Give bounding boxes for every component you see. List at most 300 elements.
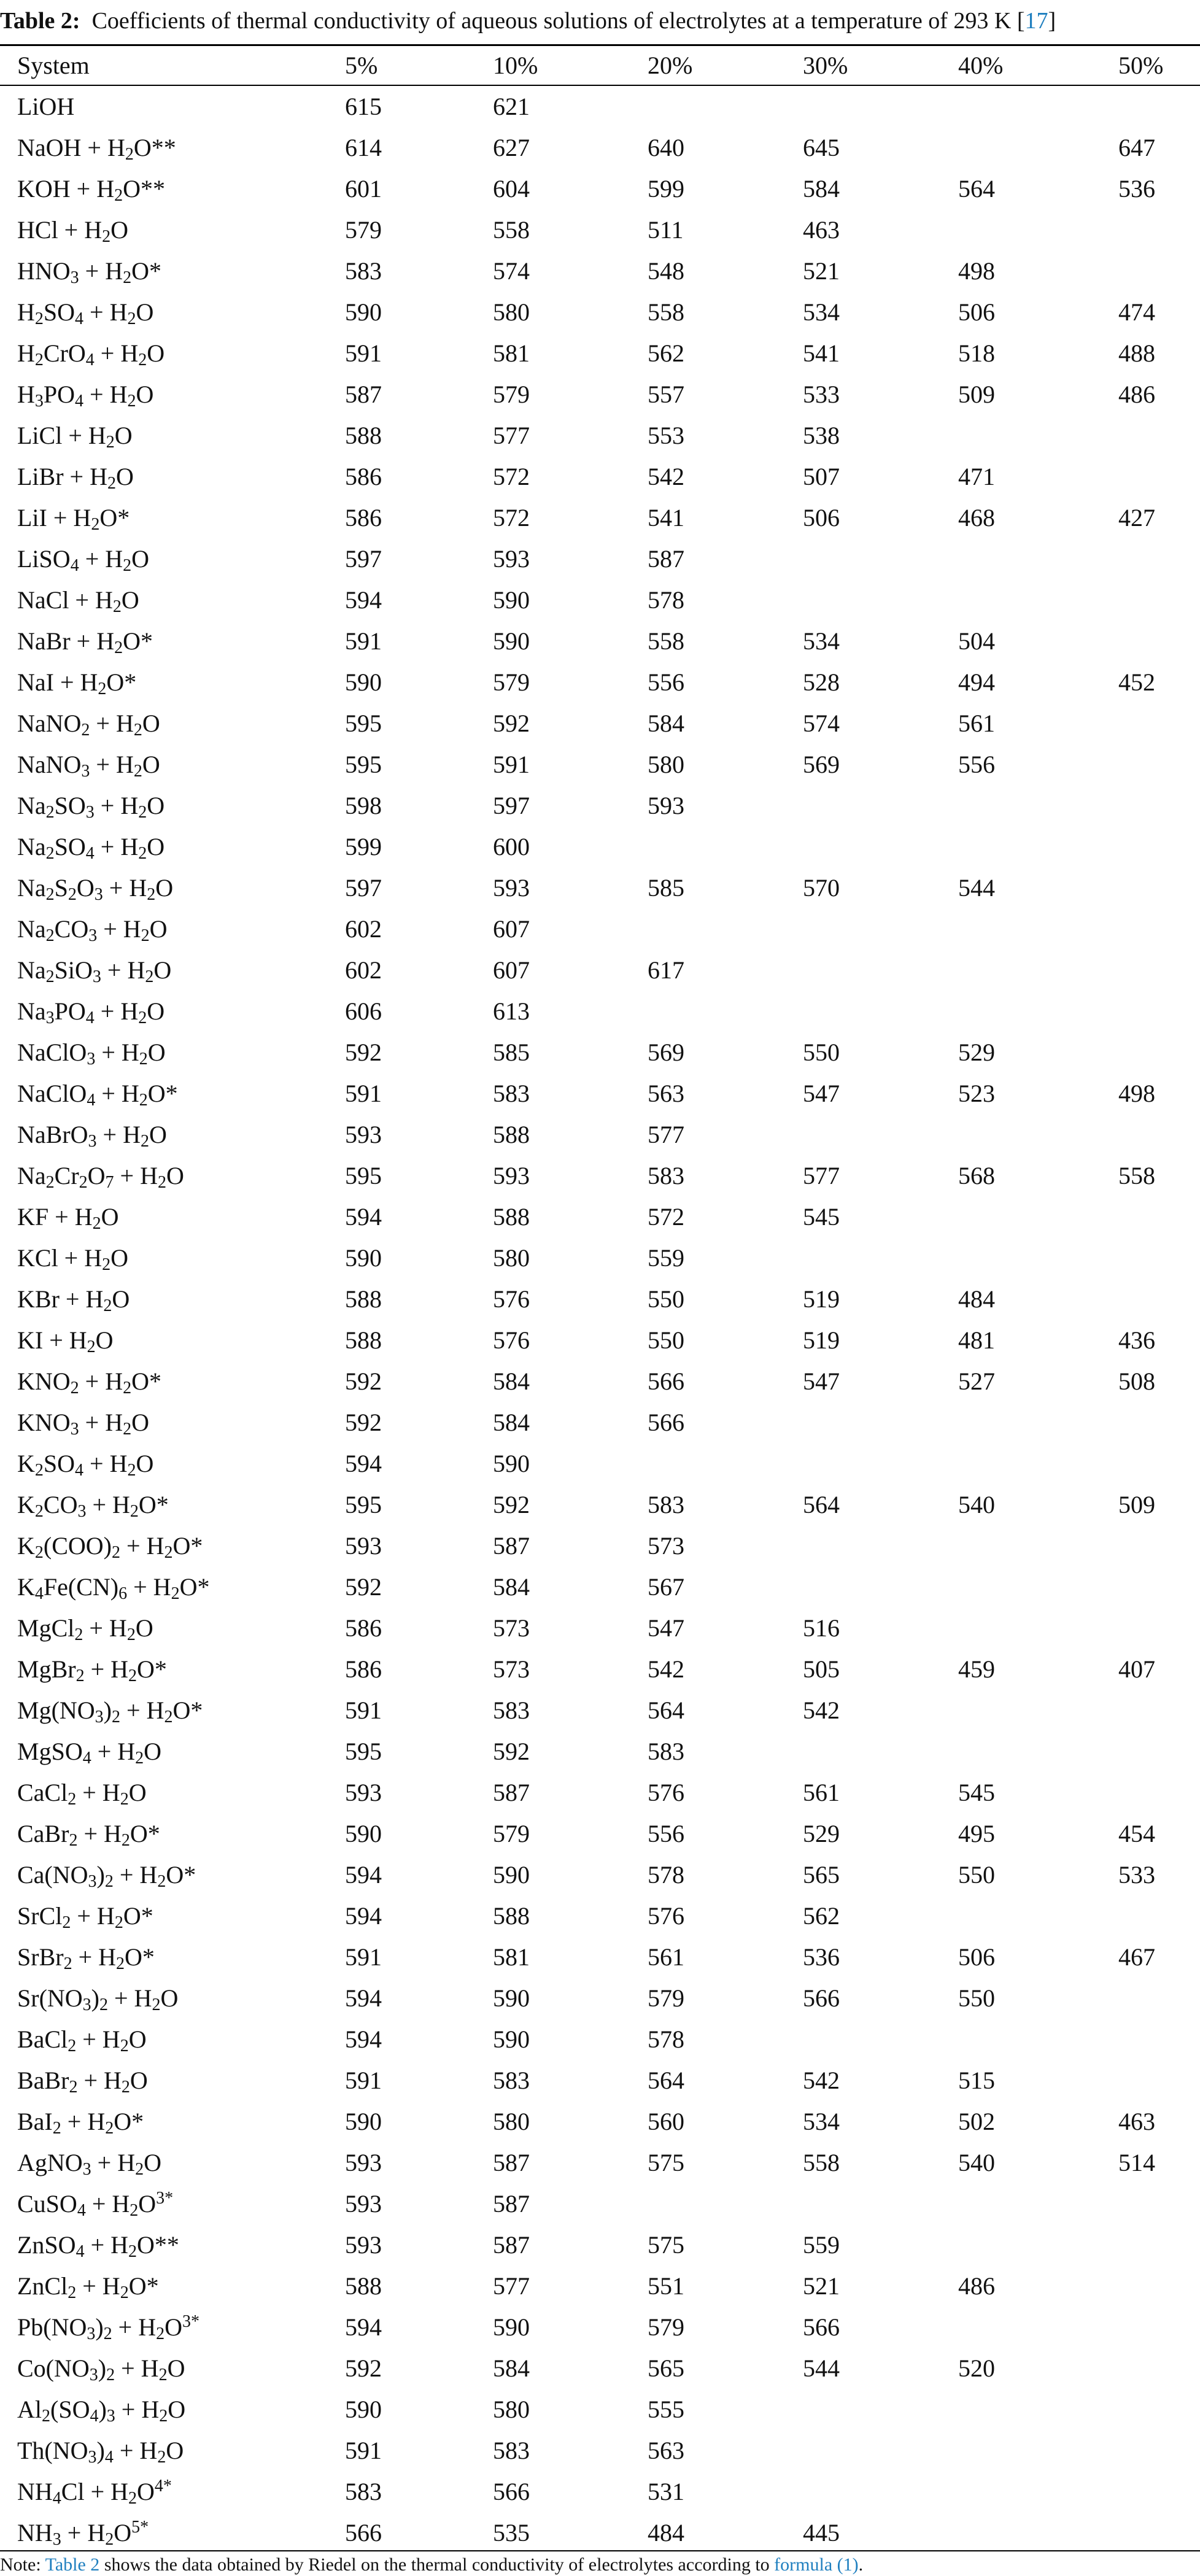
value-cell: 595 xyxy=(345,1738,382,1765)
value-cell: 607 xyxy=(493,956,530,984)
header-50pct: 50% xyxy=(1118,52,1164,79)
table-row xyxy=(0,621,1200,662)
system-cell: $K_2SO_4 + H_2O$ xyxy=(17,1450,154,1480)
table-row xyxy=(0,2265,1200,2307)
value-cell: 584 xyxy=(803,175,840,203)
value-cell: 574 xyxy=(803,710,840,737)
table-row xyxy=(0,2348,1200,2389)
value-cell: 590 xyxy=(345,1820,382,1847)
table-row xyxy=(0,1607,1200,1649)
note-table-link[interactable]: Table 2 xyxy=(45,2555,100,2575)
value-cell: 593 xyxy=(345,1532,382,1560)
system-cell: NaClO$_3$ + $H_2O$ xyxy=(17,1039,166,1069)
note-formula-link[interactable]: formula (1) xyxy=(774,2555,859,2575)
value-cell: 593 xyxy=(345,2190,382,2218)
value-cell: 595 xyxy=(345,710,382,737)
table-row xyxy=(0,1237,1200,1278)
table-row xyxy=(0,1772,1200,1813)
system-cell: SrCl$_2$ + $H_2O*$ xyxy=(17,1902,153,1932)
value-cell: 569 xyxy=(803,751,840,778)
value-cell: 564 xyxy=(648,2067,684,2094)
value-cell: 555 xyxy=(648,2396,684,2423)
system-cell: $Na_2Cr_2O_7 + H_2O$ xyxy=(17,1162,184,1192)
value-cell: 427 xyxy=(1118,504,1155,532)
system-cell: LiSO$_4$ + $H_2O$ xyxy=(17,545,150,575)
table-row xyxy=(0,1566,1200,1607)
system-cell: $Na_2SiO_3 + H_2O$ xyxy=(17,956,172,986)
value-cell: 591 xyxy=(345,1943,382,1971)
value-cell: 540 xyxy=(958,1491,995,1518)
value-cell: 572 xyxy=(493,463,530,490)
table-row xyxy=(0,1731,1200,1772)
system-cell: $Ca(NO_3)_2 + H_2O*$ xyxy=(17,1861,196,1891)
value-cell: 511 xyxy=(648,216,684,244)
table-row xyxy=(0,908,1200,950)
value-cell: 573 xyxy=(493,1614,530,1642)
table-row xyxy=(0,950,1200,991)
value-cell: 614 xyxy=(345,134,382,161)
value-cell: 580 xyxy=(493,1244,530,1272)
value-cell: 527 xyxy=(958,1367,995,1395)
table-row xyxy=(0,538,1200,579)
value-cell: 591 xyxy=(345,1080,382,1107)
value-cell: 590 xyxy=(493,627,530,655)
value-cell: 598 xyxy=(345,792,382,819)
value-cell: 590 xyxy=(493,2313,530,2341)
value-cell: 597 xyxy=(345,874,382,902)
system-cell: MgBr$_2$ + $H_2O*$ xyxy=(17,1655,167,1685)
table-row xyxy=(0,1402,1200,1443)
table-row xyxy=(0,662,1200,703)
value-cell: 498 xyxy=(1118,1080,1155,1107)
table-row xyxy=(0,703,1200,744)
value-cell: 560 xyxy=(648,2108,684,2135)
value-cell: 550 xyxy=(958,1984,995,2012)
value-cell: 573 xyxy=(493,1655,530,1683)
system-cell: $Co(NO_3)_2 + H_2O$ xyxy=(17,2354,185,2385)
header-10pct: 10% xyxy=(493,52,538,79)
value-cell: 588 xyxy=(345,1285,382,1313)
system-cell: ZnSO$_4$ + $H_2O**$ xyxy=(17,2231,179,2261)
bottom-rule xyxy=(0,2550,1200,2551)
table-row xyxy=(0,2101,1200,2142)
table-row xyxy=(0,1813,1200,1854)
value-cell: 484 xyxy=(958,1285,995,1313)
system-cell: LiI + $H_2O*$ xyxy=(17,504,130,534)
value-cell: 540 xyxy=(958,2149,995,2176)
table-row xyxy=(0,2471,1200,2512)
value-cell: 593 xyxy=(345,2149,382,2176)
value-cell: 474 xyxy=(1118,298,1155,326)
value-cell: 645 xyxy=(803,134,840,161)
value-cell: 580 xyxy=(493,298,530,326)
system-cell: $NH_4Cl + H_2O^{4*}$ xyxy=(17,2477,172,2508)
value-cell: 558 xyxy=(648,627,684,655)
value-cell: 586 xyxy=(345,504,382,532)
system-cell: NaClO$_4$ + $H_2O*$ xyxy=(17,1080,178,1110)
system-cell: NaI + $H_2O*$ xyxy=(17,668,137,698)
header-5pct: 5% xyxy=(345,52,378,79)
value-cell: 507 xyxy=(803,463,840,490)
value-cell: 592 xyxy=(345,1039,382,1066)
value-cell: 576 xyxy=(493,1285,530,1313)
value-cell: 586 xyxy=(345,1655,382,1683)
table-row xyxy=(0,1854,1200,1895)
value-cell: 506 xyxy=(803,504,840,532)
value-cell: 621 xyxy=(493,93,530,120)
value-cell: 561 xyxy=(958,710,995,737)
value-cell: 545 xyxy=(958,1779,995,1806)
value-cell: 567 xyxy=(648,1573,684,1601)
value-cell: 542 xyxy=(803,2067,840,2094)
value-cell: 565 xyxy=(648,2354,684,2382)
value-cell: 533 xyxy=(1118,1861,1155,1889)
value-cell: 590 xyxy=(345,298,382,326)
value-cell: 407 xyxy=(1118,1655,1155,1683)
table-row xyxy=(0,168,1200,209)
table-row xyxy=(0,1073,1200,1114)
system-cell: $KNO_2 + H_2O*$ xyxy=(17,1367,162,1398)
value-cell: 583 xyxy=(648,1491,684,1518)
value-cell: 538 xyxy=(803,422,840,449)
system-cell: NaNO$_2$ + $H_2O$ xyxy=(17,710,160,740)
system-cell: $Na_2SO_4 + H_2O$ xyxy=(17,833,165,863)
value-cell: 586 xyxy=(345,1614,382,1642)
value-cell: 542 xyxy=(648,1655,684,1683)
value-cell: 533 xyxy=(803,381,840,408)
value-cell: 553 xyxy=(648,422,684,449)
value-cell: 587 xyxy=(345,381,382,408)
value-cell: 471 xyxy=(958,463,995,490)
value-cell: 597 xyxy=(493,792,530,819)
value-cell: 594 xyxy=(345,1203,382,1231)
table-row xyxy=(0,1936,1200,1978)
value-cell: 615 xyxy=(345,93,382,120)
table-row xyxy=(0,127,1200,168)
value-cell: 583 xyxy=(493,2437,530,2464)
value-cell: 604 xyxy=(493,175,530,203)
value-cell: 617 xyxy=(648,956,684,984)
value-cell: 504 xyxy=(958,627,995,655)
system-cell: MgCl$_2$ + $H_2O$ xyxy=(17,1614,153,1644)
value-cell: 556 xyxy=(958,751,995,778)
value-cell: 590 xyxy=(493,1861,530,1889)
system-cell: $H_3PO_4 + H_2O$ xyxy=(17,381,154,411)
value-cell: 583 xyxy=(345,257,382,285)
value-cell: 592 xyxy=(493,1491,530,1518)
table-row xyxy=(0,991,1200,1032)
value-cell: 594 xyxy=(345,2025,382,2053)
value-cell: 584 xyxy=(493,1573,530,1601)
system-cell: $Na_2SO_3 + H_2O$ xyxy=(17,792,165,822)
value-cell: 550 xyxy=(803,1039,840,1066)
value-cell: 585 xyxy=(648,874,684,902)
value-cell: 561 xyxy=(648,1943,684,1971)
caption-reference-link[interactable]: 17 xyxy=(1024,8,1048,34)
table-row xyxy=(0,86,1200,127)
value-cell: 564 xyxy=(648,1696,684,1724)
value-cell: 593 xyxy=(648,792,684,819)
value-cell: 561 xyxy=(803,1779,840,1806)
value-cell: 467 xyxy=(1118,1943,1155,1971)
value-cell: 590 xyxy=(345,2396,382,2423)
value-cell: 590 xyxy=(345,668,382,696)
value-cell: 579 xyxy=(493,1820,530,1847)
system-cell: CuSO$_4$ + $H_2O^{3*}$ xyxy=(17,2189,174,2220)
table-row xyxy=(0,456,1200,497)
value-cell: 583 xyxy=(493,1080,530,1107)
header-40pct: 40% xyxy=(958,52,1004,79)
value-cell: 541 xyxy=(803,339,840,367)
table-row xyxy=(0,2224,1200,2265)
system-cell: $Th(NO_3)_4 + H_2O$ xyxy=(17,2437,184,2467)
system-cell: $H_2CrO_4 + H_2O$ xyxy=(17,339,165,369)
value-cell: 588 xyxy=(493,1203,530,1231)
caption-label: Table 2: xyxy=(0,8,80,34)
value-cell: 566 xyxy=(803,2313,840,2341)
value-cell: 577 xyxy=(493,2272,530,2300)
table-row xyxy=(0,374,1200,415)
table-row xyxy=(0,579,1200,621)
table-row xyxy=(0,1032,1200,1073)
table-row xyxy=(0,209,1200,250)
value-cell: 647 xyxy=(1118,134,1155,161)
note-suffix: . xyxy=(858,2555,864,2575)
table-note xyxy=(0,2553,1200,2576)
system-cell: $NH_3 + H_2O^{5*}$ xyxy=(17,2518,149,2549)
value-cell: 594 xyxy=(345,1450,382,1477)
value-cell: 576 xyxy=(648,1779,684,1806)
value-cell: 607 xyxy=(493,915,530,943)
value-cell: 592 xyxy=(493,710,530,737)
value-cell: 519 xyxy=(803,1285,840,1313)
value-cell: 550 xyxy=(648,1326,684,1354)
system-cell: NaNO$_3$ + $H_2O$ xyxy=(17,751,160,781)
value-cell: 494 xyxy=(958,668,995,696)
value-cell: 588 xyxy=(493,1121,530,1148)
value-cell: 541 xyxy=(648,504,684,532)
table-caption xyxy=(0,0,1200,43)
value-cell: 535 xyxy=(493,2519,530,2547)
value-cell: 576 xyxy=(493,1326,530,1354)
value-cell: 601 xyxy=(345,175,382,203)
value-cell: 588 xyxy=(345,2272,382,2300)
value-cell: 514 xyxy=(1118,2149,1155,2176)
value-cell: 547 xyxy=(803,1367,840,1395)
value-cell: 592 xyxy=(345,1367,382,1395)
table-row xyxy=(0,1649,1200,1690)
value-cell: 602 xyxy=(345,915,382,943)
system-cell: $K_2CO_3 + H_2O*$ xyxy=(17,1491,169,1521)
value-cell: 593 xyxy=(493,1162,530,1189)
value-cell: 594 xyxy=(345,586,382,614)
value-cell: 495 xyxy=(958,1820,995,1847)
value-cell: 640 xyxy=(648,134,684,161)
system-cell: HCl + $H_2O$ xyxy=(17,216,129,246)
system-cell: LiCl + $H_2O$ xyxy=(17,422,133,452)
value-cell: 592 xyxy=(493,1738,530,1765)
table-row xyxy=(0,2019,1200,2060)
value-cell: 569 xyxy=(648,1039,684,1066)
value-cell: 593 xyxy=(345,1121,382,1148)
caption-text: Coefficients of thermal conductivity of aqueous solutions of electrolytes at a temperature of 293 K [ xyxy=(91,8,1025,34)
value-cell: 505 xyxy=(803,1655,840,1683)
value-cell: 452 xyxy=(1118,668,1155,696)
table-row xyxy=(0,2142,1200,2183)
value-cell: 602 xyxy=(345,956,382,984)
value-cell: 534 xyxy=(803,627,840,655)
value-cell: 599 xyxy=(648,175,684,203)
value-cell: 588 xyxy=(345,422,382,449)
header-20pct: 20% xyxy=(648,52,693,79)
value-cell: 544 xyxy=(958,874,995,902)
value-cell: 542 xyxy=(803,1696,840,1724)
value-cell: 486 xyxy=(958,2272,995,2300)
table-row xyxy=(0,1525,1200,1566)
value-cell: 577 xyxy=(648,1121,684,1148)
table-row xyxy=(0,744,1200,785)
value-cell: 516 xyxy=(803,1614,840,1642)
value-cell: 484 xyxy=(648,2519,684,2547)
value-cell: 590 xyxy=(493,586,530,614)
system-cell: NaBrO$_3$ + $H_2O$ xyxy=(17,1121,167,1151)
table-row xyxy=(0,1114,1200,1155)
table-row xyxy=(0,250,1200,292)
table-row xyxy=(0,785,1200,826)
value-cell: 557 xyxy=(648,381,684,408)
system-cell: NaOH + $H_2O**$ xyxy=(17,134,176,164)
value-cell: 587 xyxy=(493,2231,530,2259)
value-cell: 587 xyxy=(493,1532,530,1560)
table-row xyxy=(0,1895,1200,1936)
value-cell: 590 xyxy=(493,2025,530,2053)
value-cell: 576 xyxy=(648,1902,684,1930)
value-cell: 558 xyxy=(648,298,684,326)
value-cell: 600 xyxy=(493,833,530,861)
table-row xyxy=(0,826,1200,867)
value-cell: 559 xyxy=(648,1244,684,1272)
value-cell: 459 xyxy=(958,1655,995,1683)
value-cell: 566 xyxy=(803,1984,840,2012)
value-cell: 558 xyxy=(493,216,530,244)
value-cell: 591 xyxy=(345,1696,382,1724)
value-cell: 515 xyxy=(958,2067,995,2094)
value-cell: 591 xyxy=(345,2067,382,2094)
value-cell: 592 xyxy=(345,1409,382,1436)
value-cell: 551 xyxy=(648,2272,684,2300)
header-30pct: 30% xyxy=(803,52,848,79)
system-cell: BaBr$_2$ + $H_2O$ xyxy=(17,2067,148,2097)
system-cell: $Mg(NO_3)_2 + H_2O*$ xyxy=(17,1696,203,1727)
value-cell: 506 xyxy=(958,298,995,326)
value-cell: 590 xyxy=(345,1244,382,1272)
value-cell: 575 xyxy=(648,2231,684,2259)
value-cell: 564 xyxy=(958,175,995,203)
value-cell: 581 xyxy=(493,1943,530,1971)
value-cell: 558 xyxy=(803,2149,840,2176)
value-cell: 583 xyxy=(648,1162,684,1189)
value-cell: 587 xyxy=(493,2190,530,2218)
value-cell: 556 xyxy=(648,1820,684,1847)
table-row xyxy=(0,1690,1200,1731)
value-cell: 508 xyxy=(1118,1367,1155,1395)
value-cell: 586 xyxy=(345,463,382,490)
value-cell: 564 xyxy=(803,1491,840,1518)
value-cell: 584 xyxy=(648,710,684,737)
system-cell: $K_4Fe(CN)_6 + H_2O*$ xyxy=(17,1573,210,1603)
value-cell: 565 xyxy=(803,1861,840,1889)
table-row xyxy=(0,497,1200,538)
value-cell: 595 xyxy=(345,1491,382,1518)
value-cell: 591 xyxy=(345,339,382,367)
table-row xyxy=(0,333,1200,374)
value-cell: 566 xyxy=(648,1367,684,1395)
system-cell: $Pb(NO_3)_2 + H_2O^{3*}$ xyxy=(17,2312,200,2343)
value-cell: 488 xyxy=(1118,339,1155,367)
table-row xyxy=(0,292,1200,333)
value-cell: 550 xyxy=(648,1285,684,1313)
value-cell: 577 xyxy=(493,422,530,449)
value-cell: 595 xyxy=(345,751,382,778)
system-cell: BaCl$_2$ + $H_2O$ xyxy=(17,2025,147,2056)
value-cell: 566 xyxy=(345,2519,382,2547)
value-cell: 583 xyxy=(493,1696,530,1724)
value-cell: 563 xyxy=(648,1080,684,1107)
value-cell: 566 xyxy=(493,2478,530,2505)
value-cell: 558 xyxy=(1118,1162,1155,1189)
value-cell: 436 xyxy=(1118,1326,1155,1354)
value-cell: 486 xyxy=(1118,381,1155,408)
value-cell: 580 xyxy=(648,751,684,778)
table-row xyxy=(0,2060,1200,2101)
value-cell: 570 xyxy=(803,874,840,902)
value-cell: 597 xyxy=(345,545,382,573)
value-cell: 593 xyxy=(345,1779,382,1806)
system-cell: $H_2SO_4 + H_2O$ xyxy=(17,298,154,328)
value-cell: 587 xyxy=(648,545,684,573)
system-cell: AgNO$_3$ + $H_2O$ xyxy=(17,2149,162,2179)
system-cell: KBr + $H_2O$ xyxy=(17,1285,130,1315)
value-cell: 588 xyxy=(345,1326,382,1354)
table-row xyxy=(0,867,1200,908)
value-cell: 606 xyxy=(345,997,382,1025)
system-cell: SrBr$_2$ + $H_2O*$ xyxy=(17,1943,155,1973)
value-cell: 579 xyxy=(493,381,530,408)
value-cell: 594 xyxy=(345,1861,382,1889)
system-cell: $BaI_2 + H_2O*$ xyxy=(17,2108,144,2138)
system-cell: LiOH xyxy=(17,93,75,120)
value-cell: 531 xyxy=(648,2478,684,2505)
table-row xyxy=(0,2430,1200,2471)
system-cell: LiBr + $H_2O$ xyxy=(17,463,134,493)
table-row xyxy=(0,2389,1200,2430)
value-cell: 578 xyxy=(648,586,684,614)
value-cell: 559 xyxy=(803,2231,840,2259)
value-cell: 548 xyxy=(648,257,684,285)
value-cell: 519 xyxy=(803,1326,840,1354)
table-row xyxy=(0,2307,1200,2348)
value-cell: 529 xyxy=(958,1039,995,1066)
value-cell: 590 xyxy=(345,2108,382,2135)
system-cell: KF + $H_2O$ xyxy=(17,1203,119,1233)
caption-close-bracket: ] xyxy=(1048,8,1056,34)
value-cell: 445 xyxy=(803,2519,840,2547)
table-header-row xyxy=(0,45,1200,86)
value-cell: 593 xyxy=(345,2231,382,2259)
system-cell: KOH + $H_2O**$ xyxy=(17,175,165,205)
system-cell: $Na_2S_2O_3 + H_2O$ xyxy=(17,874,174,904)
system-cell: $Na_3PO_4 + H_2O$ xyxy=(17,997,165,1027)
